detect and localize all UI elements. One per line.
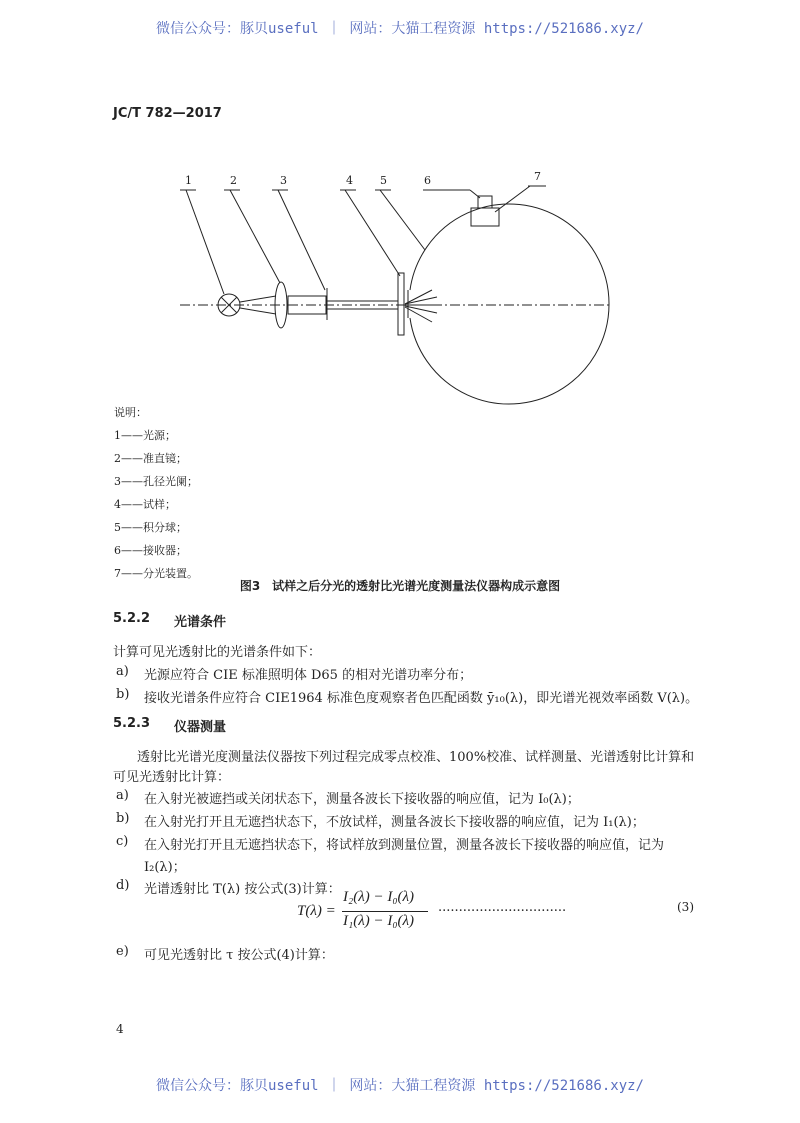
- watermark-top: 微信公众号：豚贝useful ｜ 网站：大猫工程资源 https://521686.xyz/: [155, 21, 644, 37]
- legend-item: 3——孔径光阑；: [114, 475, 198, 488]
- instrument-diagram: [0, 0, 800, 420]
- label-4: 4: [346, 174, 353, 187]
- page-number: 4: [116, 1022, 124, 1036]
- list-item: 光源应符合 CIE 标准照明体 D65 的相对光谱功率分布；: [144, 668, 473, 683]
- receiver: [471, 208, 499, 226]
- label-5: 5: [380, 174, 387, 187]
- legend-item: 7——分光装置。: [114, 567, 198, 580]
- list-item: 可见光透射比 τ 按公式(4)计算：: [144, 948, 334, 963]
- paragraph: 计算可见光透射比的光谱条件如下：: [113, 645, 322, 660]
- formula-lhs: T(λ) =: [297, 903, 336, 919]
- section-number: 5.2.2: [113, 611, 151, 626]
- standard-header: JC/T 782—2017: [113, 106, 222, 121]
- list-marker: a): [116, 664, 129, 679]
- figure-caption: 图3 试样之后分光的透射比光谱光度测量法仪器构成示意图: [239, 579, 561, 593]
- list-marker: a): [116, 788, 129, 803]
- list-marker: d): [116, 878, 130, 893]
- legend-item: 4——试样；: [114, 498, 176, 511]
- label-7: 7: [534, 170, 541, 183]
- integrating-sphere: [410, 204, 609, 404]
- list-marker: c): [116, 834, 129, 849]
- sample: [398, 273, 404, 335]
- leader-lines: [180, 186, 546, 294]
- list-item: 光谱透射比 T(λ) 按公式(3)计算：: [144, 882, 341, 897]
- scatter-rays: [405, 290, 438, 322]
- list-item: 在入射光被遮挡或关闭状态下，测量各波长下接收器的响应值，记为 I₀(λ)；: [144, 792, 580, 807]
- formula-denominator: I₁(λ) − I₀(λ): [343, 913, 415, 929]
- label-2: 2: [230, 174, 237, 187]
- formula-number: (3): [677, 900, 694, 914]
- legend-item: 6——接收器；: [114, 544, 187, 557]
- paragraph: 可见光透射比计算：: [113, 770, 231, 785]
- legend-item: 1——光源；: [114, 429, 176, 442]
- list-marker: e): [116, 944, 129, 959]
- list-marker: b): [116, 687, 130, 702]
- paragraph: 透射比光谱光度测量法仪器按下列过程完成零点校准、100%校准、试样测量、光谱透射比计算和: [137, 750, 695, 765]
- list-marker: b): [116, 811, 130, 826]
- list-item: 在入射光打开且无遮挡状态下，不放试样，测量各波长下接收器的响应值，记为 I₁(λ)；: [144, 815, 645, 830]
- list-item: 接收光谱条件应符合 CIE1964 标准色度观察者色匹配函数 ȳ₁₀(λ)，即光谱光视效率函数 V(λ)。: [144, 691, 699, 706]
- section-number: 5.2.3: [113, 716, 151, 731]
- list-item: I₂(λ)；: [144, 860, 186, 875]
- formula-dots: ...............................: [438, 900, 567, 915]
- legend-item: 2——准直镜；: [114, 452, 187, 465]
- watermark-bottom: 微信公众号：豚贝useful ｜ 网站：大猫工程资源 https://521686.xyz/: [155, 1078, 644, 1094]
- list-item: 在入射光打开且无遮挡状态下，将试样放到测量位置，测量各波长下接收器的响应值，记为: [144, 838, 665, 853]
- section-title: 光谱条件: [174, 615, 227, 630]
- fraction-bar: [342, 911, 428, 912]
- legend-item: 5——积分球；: [114, 521, 187, 534]
- legend-title: 说明：: [114, 406, 147, 419]
- formula-numerator: I₂(λ) − I₀(λ): [343, 889, 415, 905]
- label-1: 1: [185, 174, 192, 187]
- label-6: 6: [424, 174, 431, 187]
- label-3: 3: [280, 174, 287, 187]
- section-title: 仪器测量: [174, 720, 227, 735]
